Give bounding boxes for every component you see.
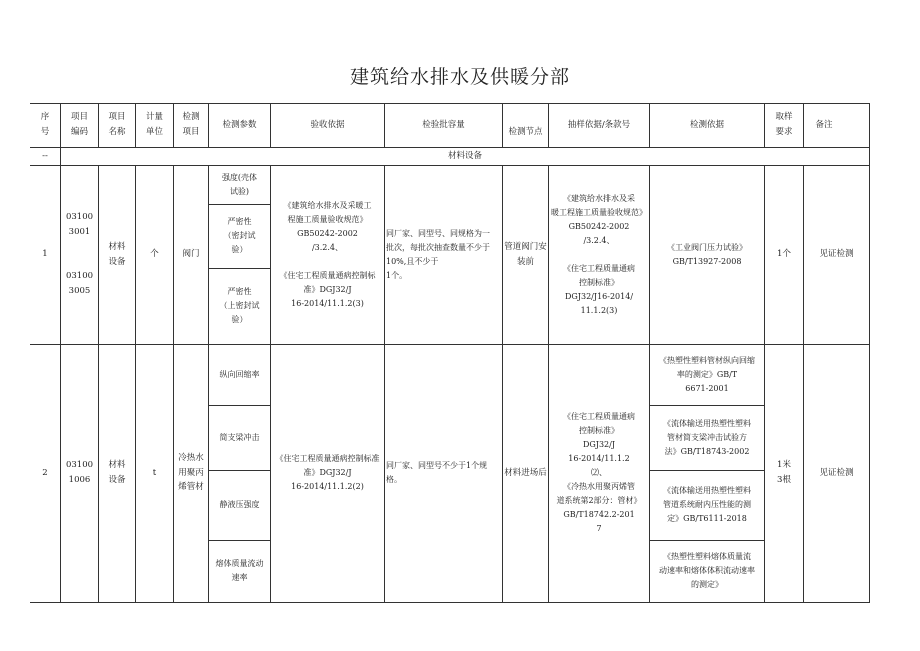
row1-param-2: 严密性 （密封试 验） <box>223 217 256 254</box>
row2-param-4: 熔体质量流动 速率 <box>215 559 264 582</box>
row2-node: 材料进场后 <box>504 467 547 478</box>
row1-seq: 1 <box>42 249 48 260</box>
header-code: 项目 编码 <box>70 112 88 137</box>
row1-name: 材料 设备 <box>108 241 126 267</box>
page-title: 建筑给水排水及供暖分部 <box>349 66 570 88</box>
row1-node: 管道阀门安 装前 <box>504 241 547 267</box>
row1-basis: 《建筑给水排水及采暖工 程施工质量验收规范》 GB50242-2002 /3.2.4、 《住宅工程质量通病控制标 准》DGJ32/J 16-2014/11.1.2(3) <box>279 200 376 308</box>
row1-test-basis: 《工业阀门压力试验》 GB/T13927-2008 <box>667 242 747 266</box>
row2-seq: 2 <box>42 467 48 478</box>
row1-param-1: 强度(壳体 试验) <box>221 172 258 196</box>
header-basis: 验收依据 <box>310 119 345 130</box>
header-remark: 备注 <box>815 119 833 130</box>
row1-unit: 个 <box>150 249 159 260</box>
row1-remark: 见证检测 <box>819 249 854 260</box>
row2-basis: 《住宅工程质量通病控制标准 准》DGJ32/J 16-2014/11.1.2(2) <box>275 454 380 491</box>
row2-sample-req: 1米 3根 <box>777 460 791 485</box>
inspection-table <box>30 103 870 603</box>
row2-test-basis-3: 《流体输送用热塑性塑料 管道系统耐内压性能的测 定》GB/T6111-2018 <box>663 486 751 523</box>
row2-batch: 同厂家、同型号不少于1个规格。 <box>386 461 488 484</box>
header-name: 项目 名称 <box>108 112 126 137</box>
header-node: 检测节点 <box>508 126 543 137</box>
row2-code: 03100 1006 <box>65 460 94 485</box>
header-param: 检测参数 <box>222 119 257 130</box>
row1-code: 03100 3001 03100 3005 <box>65 211 94 297</box>
header-unit: 计量 单位 <box>145 112 163 137</box>
row2-unit: t <box>152 467 157 478</box>
row1-sample-req: 1个 <box>777 249 791 260</box>
row2-test-basis-2: 《流体输送用热塑性塑料 管材简支梁冲击试验方 法》GB/T18743-2002 <box>663 418 751 456</box>
row1-batch: 同厂家、同型号、同规格为一 批次，每批次抽查数量不少于 10%,且不少于 1个。 <box>386 228 490 280</box>
row1-sample-basis: 《建筑给水排水及采 暖工程施工质量验收规范》 GB50242-2002 /3.2.4、 《住宅工程质量通病 控制标准》 DGJ32/J16-2014/ 11.1.2(3) <box>551 193 647 315</box>
row1-item: 阀门 <box>182 249 200 260</box>
header-test-basis: 检测依据 <box>689 119 724 130</box>
section-dash: -- <box>42 150 48 161</box>
row1-param-3: 严密性 （上密封试 验） <box>219 287 260 324</box>
row2-param-2: 简支梁冲击 <box>219 432 260 442</box>
row2-item: 冷热水 用聚丙 烯管材 <box>178 452 204 493</box>
row2-param-1: 纵向回缩率 <box>219 369 260 379</box>
header-batch: 检验批容量 <box>422 119 465 130</box>
section-label: 材料设备 <box>447 150 482 161</box>
header-seq: 序 号 <box>40 112 50 137</box>
header-sample-req: 取样 要求 <box>775 112 793 137</box>
row2-sample-basis: 《住宅工程质量通病 控制标准》 DGJ32/J 16-2014/11.1.2 ⑵、 《冷热水用聚丙烯管 道系统第2部分：管材》 GB/T18742.2-201 7 <box>556 412 642 533</box>
header-sample-basis: 抽样依据/条款号 <box>567 119 631 130</box>
row2-remark: 见证检测 <box>819 467 854 478</box>
row2-param-3: 静液压强度 <box>219 500 260 509</box>
row2-test-basis-4: 《热塑性塑料熔体质量流 动速率和熔体体积流动速率 的测定》 <box>659 552 755 589</box>
row2-test-basis-1: 《热塑性塑料管材纵向回缩 率的测定》GB/T 6671-2001 <box>659 355 755 393</box>
header-item: 检测 项目 <box>182 112 200 137</box>
row2-name: 材料 设备 <box>108 460 126 485</box>
